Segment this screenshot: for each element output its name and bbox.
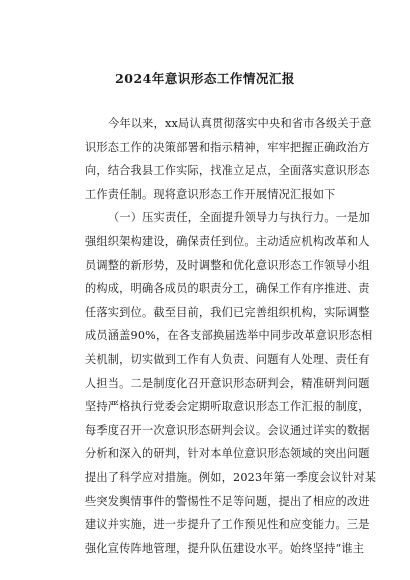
paragraph-line: （一）压实责任，全面提升领导力与执行力。一是加 [108,211,370,225]
document-body [85,112,377,560]
paragraph-line: 识形态工作的决策部署和指示精神，牢牢把握正确政治方 [85,140,370,154]
paragraph-line: 提出了科学应对措施。例如，2023年第一季度会议针对某 [85,470,377,484]
paragraph-line: 任落实到位。截至目前，我们已完善组织机构，实际调整 [85,305,370,319]
paragraph-line: 分析和深入的研判，针对本单位意识形态领域的突出问题 [85,447,370,461]
paragraph-line: 关机制，切实做到工作有人负责、问题有人处理、责任有 [85,352,370,366]
paragraph-line: 员调整的新形势，及时调整和优化意识形态工作领导小组 [85,258,370,272]
paragraph-line: 强组织架构建设，确保责任到位。主动适应机构改革和人 [85,234,370,248]
paragraph-line: 些突发舆情事件的警惕性不足等问题，提出了相应的改进 [85,494,370,508]
paragraph-line: 今年以来，xx局认真贯彻落实中央和省市各级关于意 [108,117,372,130]
paragraph-line: 工作责任制。现将意识形态工作开展情况汇报如下 [85,187,336,201]
paragraph-line: 人担当。二是制度化召开意识形态研判会，精准研判问题 [85,376,370,390]
document-title: 2024年意识形态工作情况汇报 [115,71,295,86]
paragraph-line: 坚持严格执行党委会定期听取意识形态工作汇报的制度， [85,400,370,414]
paragraph-line: 成员涵盖90%，在各支部换届选举中同步改革意识形态相 [85,329,373,343]
paragraph-line: 向，结合我县工作实际，找准立足点，全面落实意识形态 [85,164,370,178]
paragraph-line: 建议并实施，进一步提升了工作预见性和应变能力。三是 [85,518,370,532]
paragraph-line: 强化宣传阵地管理，提升队伍建设水平。始终坚持“谁主 [85,541,365,555]
paragraph-line: 每季度召开一次意识形态研判会议。会议通过详实的数据 [85,423,370,437]
paragraph-line: 的构成，明确各成员的职责分工，确保工作有序推进、责 [85,282,370,296]
